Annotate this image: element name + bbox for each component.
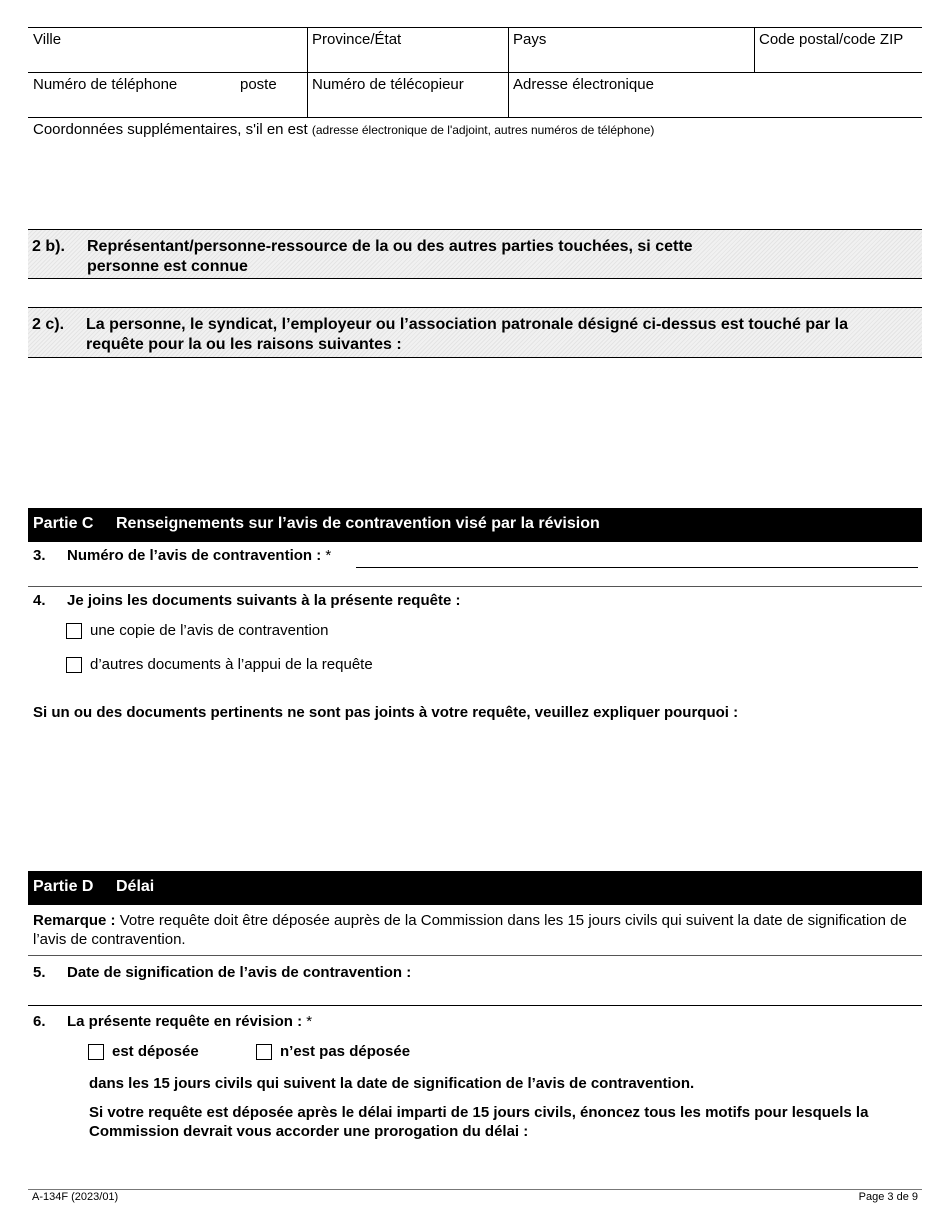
section-2b-number: 2 b).: [32, 238, 65, 255]
section-2c-header: [28, 307, 922, 358]
section-2c-number: 2 c).: [32, 316, 65, 333]
required-marker: *: [321, 547, 332, 564]
checkbox-nest-pas-deposee[interactable]: [256, 1044, 272, 1060]
partie-d-header: [28, 871, 922, 905]
checkbox-autres-documents-label: d’autres documents à l’appui de la requête: [90, 656, 373, 673]
field-code-postal[interactable]: Code postal/code ZIP: [759, 31, 904, 48]
table-top-border: [28, 27, 922, 28]
q6-number: 6.: [33, 1013, 46, 1030]
q4-number: 4.: [33, 592, 46, 609]
q4-explain-prompt: Si un ou des documents pertinents ne sont pas joints à votre requête, veuillez expliquer pourquoi :: [33, 704, 739, 721]
checkbox-nest-pas-deposee-label: n’est pas déposée: [280, 1043, 411, 1060]
q3-label: [67, 547, 331, 565]
q4-text: Je joins les documents suivants à la présente requête :: [67, 592, 461, 609]
field-pays[interactable]: Pays: [513, 31, 547, 48]
field-ville[interactable]: Ville: [33, 31, 62, 48]
table-col-divider: [754, 27, 755, 72]
remarque-text: Votre requête doit être déposée auprès de la Commission dans les 15 jours civils qui suivent la date de signification de l’avis de contravention.: [33, 912, 907, 948]
footer-divider: [28, 1189, 922, 1190]
field-courriel[interactable]: Adresse électronique: [513, 76, 654, 93]
q6-delay-statement: dans les 15 jours civils qui suivent la date de signification de l’avis de contravention.: [89, 1075, 695, 1092]
section-2c-line2: requête pour la ou les raisons suivantes :: [86, 336, 402, 353]
checkbox-est-deposee[interactable]: [88, 1044, 104, 1060]
checkbox-copie-avis[interactable]: [66, 623, 82, 639]
section-2b-header: [28, 229, 922, 279]
divider: [28, 586, 922, 587]
required-marker: *: [302, 1013, 313, 1030]
form-id: A-134F (2023/01): [32, 1191, 119, 1203]
section-2b-title: [87, 237, 693, 277]
table-row-divider: [28, 72, 922, 73]
partie-c-header: [28, 508, 922, 542]
section-2b-line2: personne est connue: [87, 258, 248, 275]
partie-c-label: Partie C: [33, 515, 94, 532]
q6-text: La présente requête en révision :: [67, 1013, 303, 1030]
table-col-divider: [508, 27, 509, 117]
field-telecopieur[interactable]: Numéro de télécopieur: [312, 76, 464, 93]
checkbox-copie-avis-label: une copie de l’avis de contravention: [90, 622, 329, 639]
q5-input-line[interactable]: [28, 1005, 922, 1006]
page-number: Page 3 de 9: [858, 1191, 918, 1203]
q3-input-line[interactable]: [356, 567, 918, 568]
section-2b-line1: Représentant/personne-ressource de la ou des autres parties touchées, si cette: [87, 238, 693, 255]
partie-d-label: Partie D: [33, 878, 94, 895]
checkbox-est-deposee-label: est déposée: [112, 1043, 199, 1060]
divider: [28, 955, 922, 956]
partie-c-title: Renseignements sur l’avis de contravention visé par la révision: [116, 515, 600, 532]
section-2c-line1: La personne, le syndicat, l’employeur ou l’association patronale désigné ci-dessus est touché par la: [86, 316, 848, 333]
field-poste[interactable]: poste: [240, 76, 277, 93]
field-province[interactable]: Province/État: [312, 31, 402, 48]
section-2c-title: [86, 315, 848, 355]
q3-number: 3.: [33, 547, 46, 564]
remarque-note: [33, 911, 923, 949]
checkbox-autres-documents[interactable]: [66, 657, 82, 673]
q5-number: 5.: [33, 964, 46, 981]
field-coordonnees-supplementaires[interactable]: [33, 121, 654, 139]
table-col-divider: [307, 27, 308, 117]
q6-extension-prompt: Si votre requête est déposée après le délai imparti de 15 jours civils, énoncez tous les motifs pour lesquels la Commission devrait vous accorder une prorogation du délai :: [89, 1104, 869, 1140]
coord-supp-label: Coordonnées supplémentaires, s'il en est: [33, 121, 308, 138]
coord-supp-note: (adresse électronique de l'adjoint, autres numéros de téléphone): [311, 123, 655, 137]
remarque-label: Remarque :: [33, 912, 116, 929]
q6-label: [67, 1013, 312, 1031]
q5-text: Date de signification de l’avis de contravention :: [67, 964, 412, 981]
field-telephone[interactable]: Numéro de téléphone: [33, 76, 178, 93]
q3-text: Numéro de l’avis de contravention :: [67, 547, 322, 564]
table-row-divider: [28, 117, 922, 118]
partie-d-title: Délai: [116, 878, 155, 895]
